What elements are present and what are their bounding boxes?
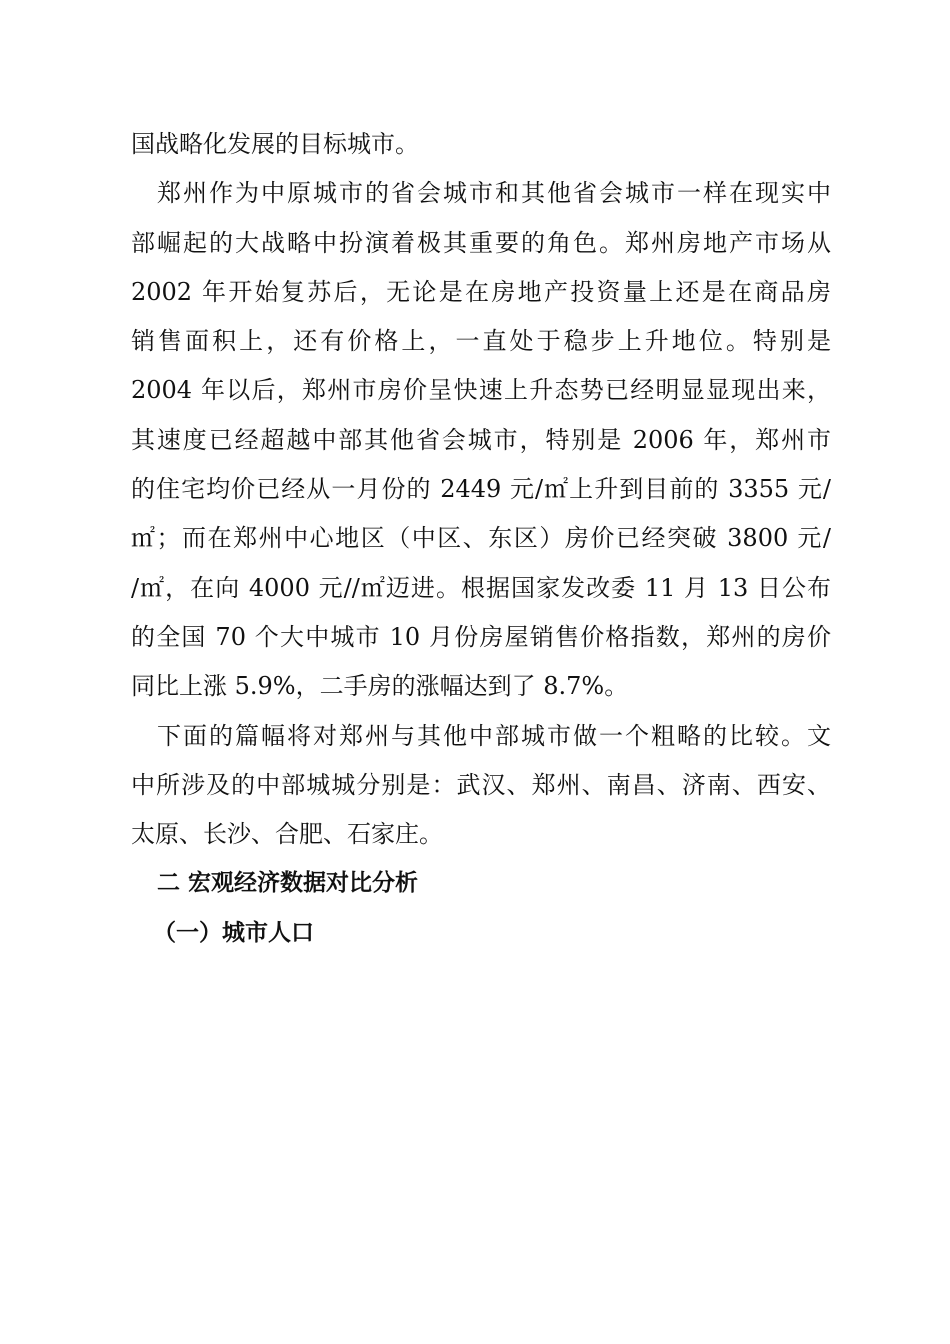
paragraph-continuation: [131, 120, 831, 169]
text-line: 下面的篇幅将对郑州与其他中部城市做一个粗略的比较。文: [157, 721, 831, 750]
text-line: 国战略化发展的目标城市。: [131, 130, 419, 158]
text-line: 同比上涨 5.9%，二手房的涨幅达到了 8.7%。: [131, 672, 629, 701]
text-line: ㎡；而在郑州中心地区（中区、东区）房价已经突破 3800 元/: [131, 524, 831, 553]
text-line: 2002 年开始复苏后，无论是在房地产投资量上还是在商品房: [131, 277, 831, 306]
text-line: 2004 年以后，郑州市房价呈快速上升态势已经明显显现出来，: [131, 376, 831, 405]
subsection-heading: （一）城市人口: [153, 919, 314, 946]
paragraph-comparison-intro: [131, 712, 831, 860]
document-body: [131, 120, 831, 958]
text-line: 的住宅均价已经从一月份的 2449 元/㎡上升到目前的 3355 元/: [131, 475, 831, 504]
text-line: 中所涉及的中部城城分别是：武汉、郑州、南昌、济南、西安、: [131, 770, 831, 799]
text-line: 的全国 70 个大中城市 10 月份房屋销售价格指数，郑州的房价: [131, 622, 831, 651]
text-line: 郑州作为中原城市的省会城市和其他省会城市一样在现实中: [157, 179, 831, 208]
text-line: /㎡，在向 4000 元//㎡迈进。根据国家发改委 11 月 13 日公布: [131, 573, 831, 602]
text-line: 太原、长沙、合肥、石家庄。: [131, 820, 443, 849]
text-line: 其速度已经超越中部其他省会城市，特别是 2006 年，郑州市: [131, 425, 831, 454]
text-line: 销售面积上，还有价格上，一直处于稳步上升地位。特别是: [131, 327, 831, 356]
paragraph-zhengzhou-overview: [131, 169, 831, 711]
section-heading: 二 宏观经济数据对比分析: [157, 870, 419, 897]
text-line: 部崛起的大战略中扮演着极其重要的角色。郑州房地产市场从: [131, 228, 831, 257]
